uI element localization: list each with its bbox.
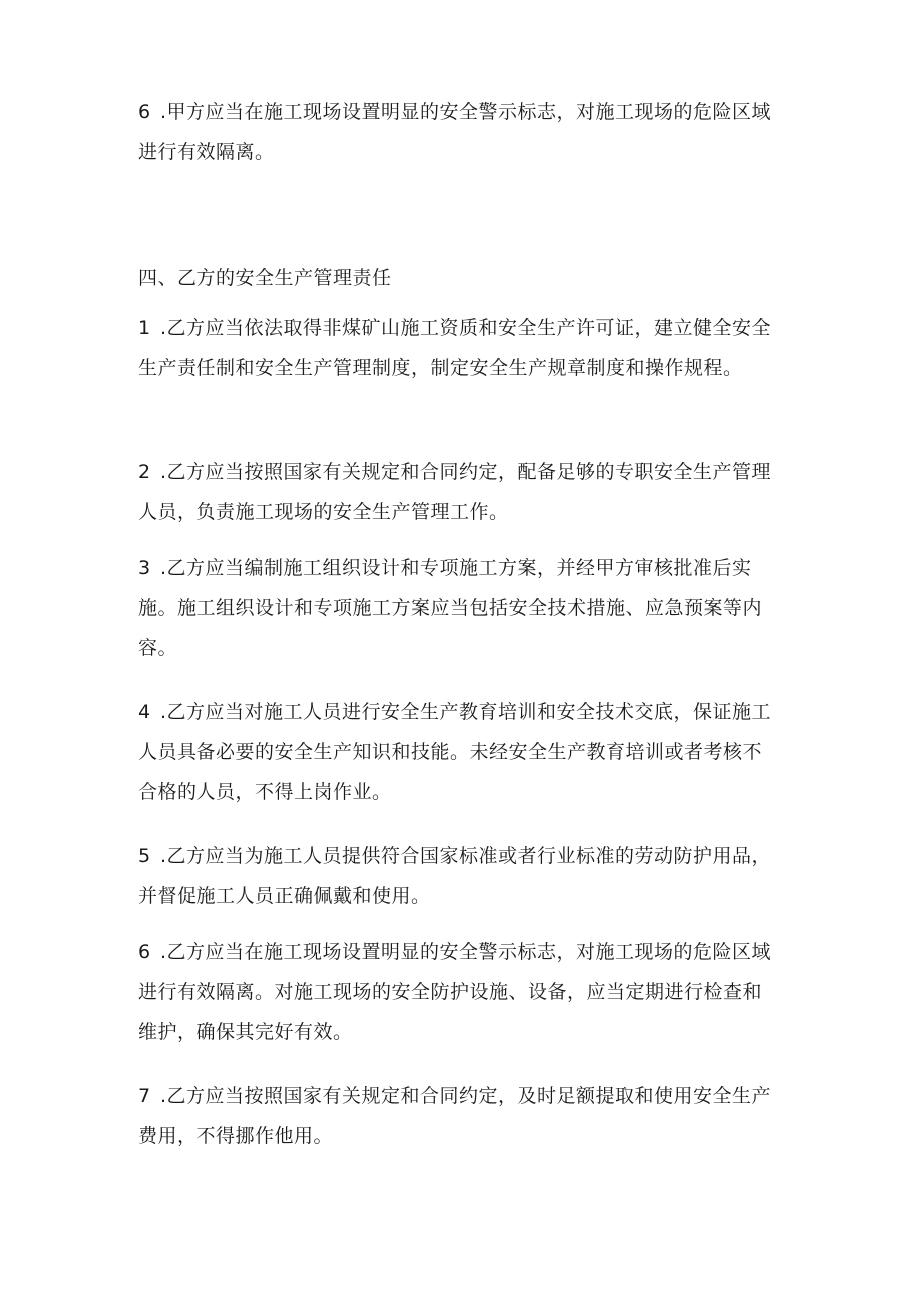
paragraph-item-6 (138, 932, 778, 1052)
item-text: .乙方应当为施工人员提供符合国家标准或者行业标准的劳动防护用品，并督促施工人员正确佩戴和使用。 (138, 845, 772, 907)
item-text: .甲方应当在施工现场设置明显的安全警示标志，对施工现场的危险区域进行有效隔离。 (138, 101, 772, 163)
item-text: .乙方应当依法取得非煤矿山施工资质和安全生产许可证，建立健全安全生产责任制和安全生产管理制度，制定安全生产规章制度和操作规程。 (138, 317, 772, 379)
item-text: .乙方应当按照国家有关规定和合同约定，及时足额提取和使用安全生产费用，不得挪作他用。 (138, 1085, 772, 1147)
item-text: .乙方应当编制施工组织设计和专项施工方案，并经甲方审核批准后实施。施工组织设计和专项施工方案应当包括安全技术措施、应急预案等内容。 (138, 557, 763, 659)
item-number: 5 (138, 845, 151, 867)
item-text: .乙方应当对施工人员进行安全生产教育培训和安全技术交底，保证施工人员具备必要的安全生产知识和技能。未经安全生产教育培训或者考核不合格的人员，不得上岗作业。 (138, 701, 772, 803)
paragraph-item-5 (138, 836, 778, 916)
paragraph-item-7 (138, 1076, 778, 1156)
item-number: 3 (138, 557, 151, 579)
item-number: 4 (138, 701, 151, 723)
section-heading: 四、乙方的安全生产管理责任 (138, 267, 392, 289)
item-number: 6 (138, 101, 151, 123)
item-number: 2 (138, 461, 151, 483)
item-text: .乙方应当按照国家有关规定和合同约定，配备足够的专职安全生产管理人员，负责施工现场的安全生产管理工作。 (138, 461, 772, 523)
paragraph-item-1 (138, 308, 778, 388)
item-number: 1 (138, 317, 151, 339)
paragraph-item-6-party-a (138, 92, 778, 172)
item-number: 7 (138, 1085, 151, 1107)
paragraph-item-2 (138, 452, 778, 532)
item-text: .乙方应当在施工现场设置明显的安全警示标志，对施工现场的危险区域进行有效隔离。对施工现场的安全防护设施、设备，应当定期进行检查和维护，确保其完好有效。 (138, 941, 772, 1043)
paragraph-item-3 (138, 548, 778, 668)
item-number: 6 (138, 941, 151, 963)
paragraph-item-4 (138, 692, 778, 812)
